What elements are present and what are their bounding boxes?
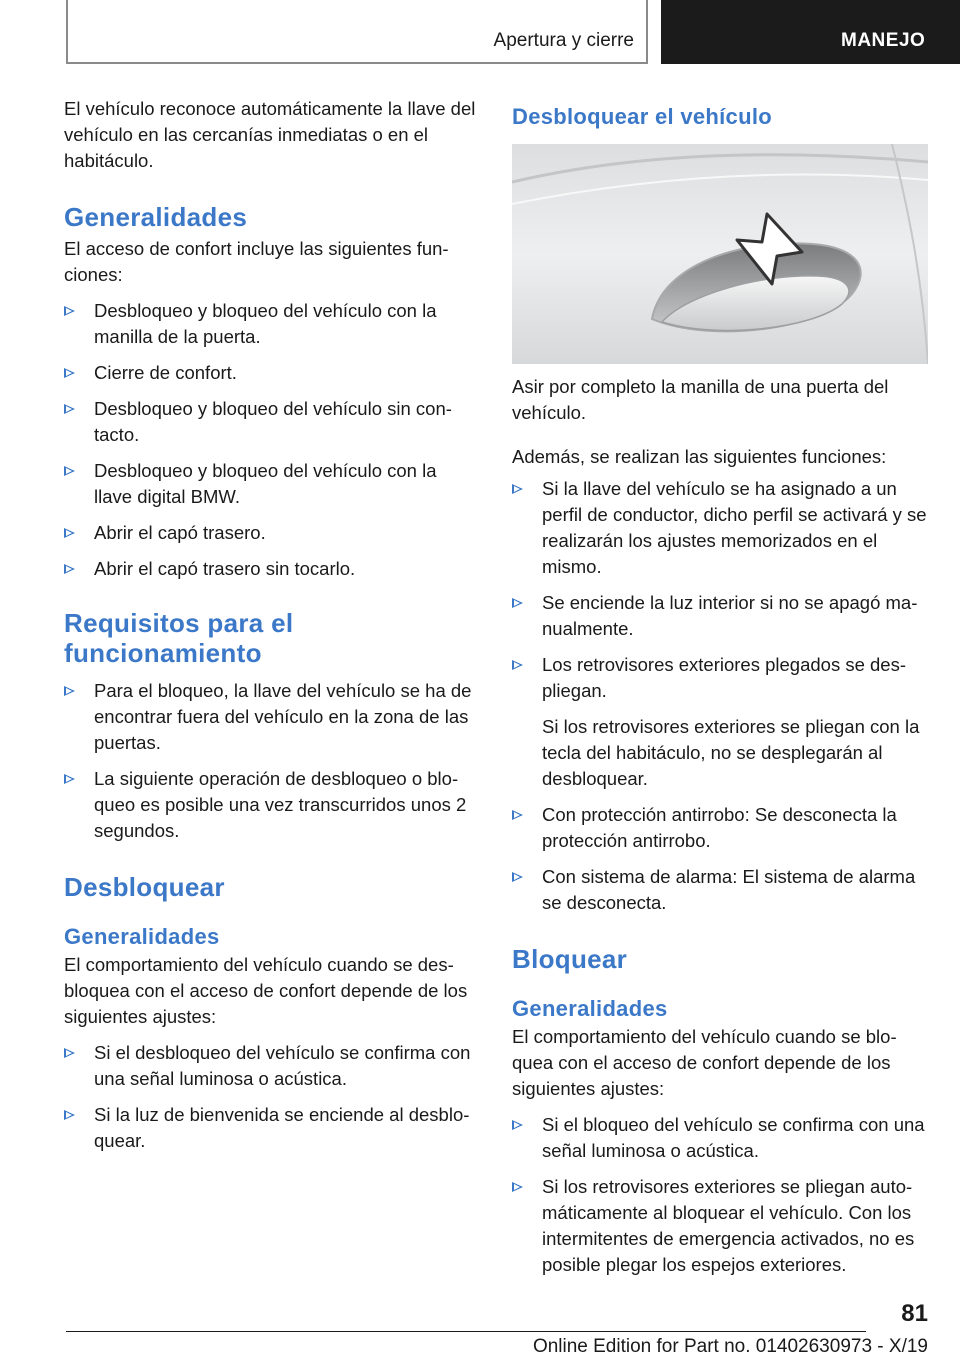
triangle-bullet-icon xyxy=(512,810,523,820)
heading-requisitos: Requisitos para el funcionamiento xyxy=(64,608,294,668)
desbloquear-vehiculo-list-2 xyxy=(512,802,928,916)
triangle-bullet-icon xyxy=(512,872,523,882)
header-chapter-tab xyxy=(661,0,960,64)
list-item: Si la luz de bienvenida se enciende al desblo-quear. xyxy=(64,1102,476,1154)
door-handle-image xyxy=(512,144,928,364)
list-item: Abrir el capó trasero. xyxy=(64,520,476,546)
list-item: Abrir el capó trasero sin tocarlo. xyxy=(64,556,476,582)
desbloquear-vehiculo-text2: Además, se realizan las siguientes funciones: xyxy=(512,446,887,467)
triangle-bullet-icon xyxy=(512,1182,523,1192)
list-item: Los retrovisores exteriores plegados se des-pliegan. xyxy=(512,652,928,704)
desbloquear-list xyxy=(64,1040,476,1154)
heading-generalidades: Generalidades xyxy=(64,202,248,232)
triangle-bullet-icon xyxy=(64,1110,75,1120)
list-item: Si los retrovisores exteriores se pliegan auto-máticamente al bloquear el vehículo. Con los intermitentes de emergencia activados, no es posible plegar los espejos exteriores. xyxy=(512,1174,928,1278)
header-chapter-title: MANEJO xyxy=(841,30,926,51)
triangle-bullet-icon xyxy=(64,368,75,378)
list-item: Si la llave del vehículo se ha asignado a un perfil de conductor, dicho perfil se activará y se realizarán los ajustes memorizados en el mismo. xyxy=(512,476,928,580)
desbloquear-text: El comportamiento del vehículo cuando se des-bloquea con el acceso de confort depende de los siguientes ajustes: xyxy=(64,954,468,1027)
triangle-bullet-icon xyxy=(64,306,75,316)
desbloquear-vehiculo-list xyxy=(512,476,928,704)
page-number: 81 xyxy=(901,1300,928,1327)
subheading-generalidades: Generalidades xyxy=(64,924,220,949)
list-item: Con protección antirrobo: Se desconecta la protección antirrobo. xyxy=(512,802,928,854)
right-column xyxy=(512,96,928,1278)
list-item: Se enciende la luz interior si no se apagó ma-nualmente. xyxy=(512,590,928,642)
list-item: Para el bloqueo, la llave del vehículo se ha de encontrar fuera del vehículo en la zona de las puertas. xyxy=(64,678,476,756)
intro-text: El vehículo reconoce automáticamente la llave del vehículo en las cercanías inmediatas o en el habitáculo. xyxy=(64,98,476,171)
footer-divider xyxy=(66,1331,866,1332)
footer-edition: Online Edition for Part no. 01402630973 - X/19 xyxy=(532,1336,928,1357)
heading-desbloquear: Desbloquear xyxy=(64,872,225,902)
heading-bloquear: Bloquear xyxy=(512,944,628,974)
retrovisores-note: Si los retrovisores exteriores se pliegan con la tecla del habitáculo, no se desplegarán al desbloquear. xyxy=(542,716,920,789)
triangle-bullet-icon xyxy=(64,774,75,784)
generalidades-list xyxy=(64,298,476,582)
triangle-bullet-icon xyxy=(64,564,75,574)
requisitos-list xyxy=(64,678,476,844)
list-item: Si el bloqueo del vehículo se confirma con una señal luminosa o acústica. xyxy=(512,1112,928,1164)
triangle-bullet-icon xyxy=(64,404,75,414)
left-column xyxy=(64,96,476,1154)
desbloquear-vehiculo-text1: Asir por completo la manilla de una puerta del vehículo. xyxy=(512,376,889,423)
bloquear-list xyxy=(512,1112,928,1278)
generalidades-text: El acceso de confort incluye las siguientes fun-ciones: xyxy=(64,238,449,285)
list-item: Desbloqueo y bloqueo del vehículo con la manilla de la puerta. xyxy=(64,298,476,350)
triangle-bullet-icon xyxy=(64,686,75,696)
list-item: La siguiente operación de desbloqueo o blo-queo es posible una vez transcurridos unos 2 segundos. xyxy=(64,766,476,844)
subheading-generalidades-bloquear: Generalidades xyxy=(512,996,668,1021)
header-section-title: Apertura y cierre xyxy=(493,30,634,51)
list-item: Si el desbloqueo del vehículo se confirma con una señal luminosa o acústica. xyxy=(64,1040,476,1092)
list-item: Con sistema de alarma: El sistema de alarma se desconecta. xyxy=(512,864,928,916)
door-handle-illustration xyxy=(512,144,928,364)
heading-desbloquear-vehiculo: Desbloquear el vehículo xyxy=(512,104,772,129)
triangle-bullet-icon xyxy=(512,598,523,608)
triangle-bullet-icon xyxy=(64,1048,75,1058)
triangle-bullet-icon xyxy=(512,1120,523,1130)
list-item: Desbloqueo y bloqueo del vehículo con la llave digital BMW. xyxy=(64,458,476,510)
list-item: Cierre de confort. xyxy=(64,360,476,386)
triangle-bullet-icon xyxy=(512,484,523,494)
header-section-box xyxy=(66,0,648,64)
triangle-bullet-icon xyxy=(512,660,523,670)
triangle-bullet-icon xyxy=(64,466,75,476)
triangle-bullet-icon xyxy=(64,528,75,538)
list-item: Desbloqueo y bloqueo del vehículo sin con-tacto. xyxy=(64,396,476,448)
bloquear-text: El comportamiento del vehículo cuando se blo-quea con el acceso de confort depende de los siguientes ajustes: xyxy=(512,1026,897,1099)
